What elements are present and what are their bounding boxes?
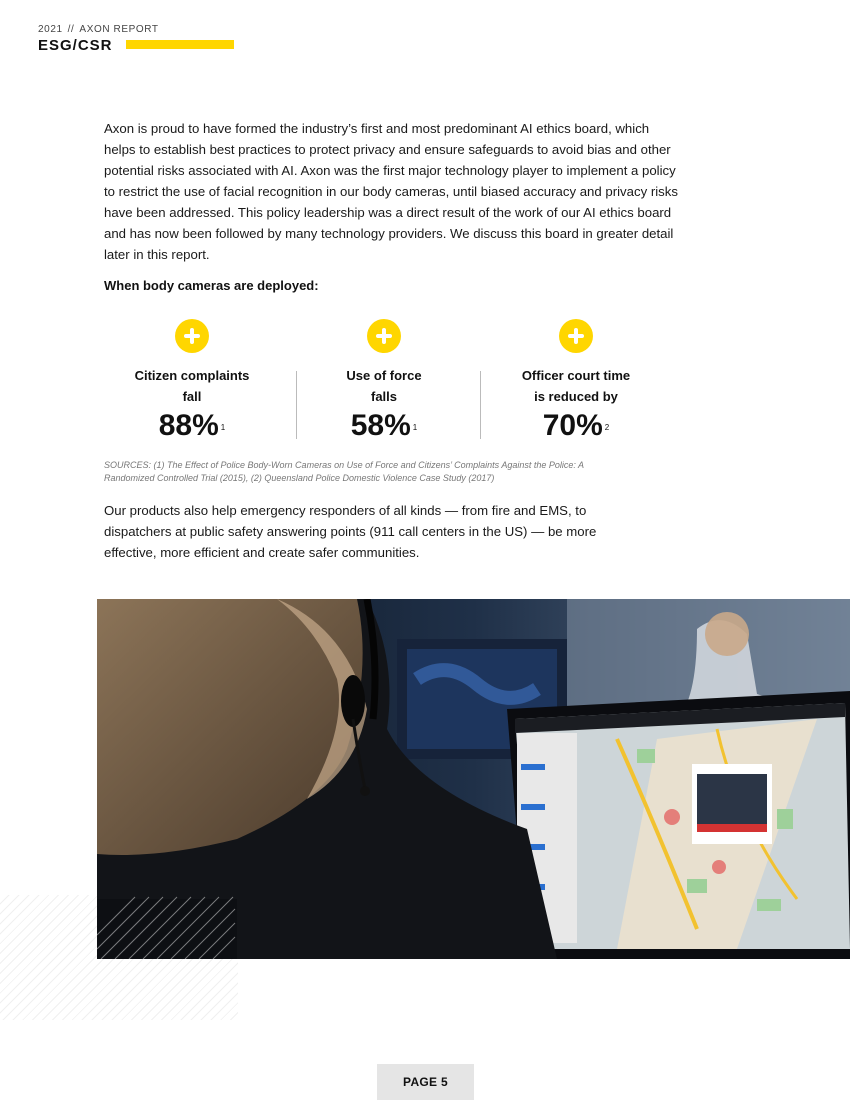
- stat-label: [97, 365, 287, 407]
- stats-heading: When body cameras are deployed:: [104, 278, 319, 293]
- stat-value: [97, 409, 287, 443]
- stat-label-line2: fall: [182, 389, 202, 404]
- intro-paragraph: Axon is proud to have formed the industry’s first and most predominant AI ethics board, which helps to establish best practices to protect privacy and ensure safeguards to avoid bias and other potential risks associated with AI. Axon was the first major technology player to implement a policy to restrict the use of facial recognition in our body cameras, until biased accuracy and privacy risks have been addressed. This policy leadership was a direct result of the work of our AI ethics board and has now been followed by many technology providers. We discuss this board in greater detail later in this report.: [104, 121, 678, 262]
- stat-label-line1: Citizen complaints: [134, 368, 250, 383]
- stat-label-line2: is reduced by: [534, 389, 618, 404]
- header-title: ESG/CSR: [38, 37, 113, 54]
- stat-footnote-ref: 2: [604, 423, 610, 432]
- stat-value: [289, 409, 479, 443]
- header-separator: //: [67, 24, 75, 35]
- stat-value-number: 58%: [350, 409, 411, 442]
- dispatcher-photo: [97, 599, 850, 959]
- stat-label: [481, 365, 671, 407]
- stat-footnote-ref: 1: [220, 423, 226, 432]
- header-year: 2021: [38, 24, 63, 35]
- stat-officer-court-time: [481, 319, 671, 443]
- page-header: [38, 24, 159, 54]
- plus-icon: [175, 319, 209, 353]
- header-accent-bar: [126, 40, 234, 49]
- stat-footnote-ref: 1: [412, 423, 418, 432]
- stat-value-number: 70%: [542, 409, 603, 442]
- stat-use-of-force: [289, 319, 479, 443]
- stat-label-line1: Officer court time: [521, 368, 631, 383]
- plus-icon: [367, 319, 401, 353]
- stat-label: [289, 365, 479, 407]
- stat-value-number: 88%: [158, 409, 219, 442]
- stat-label-line1: Use of force: [346, 368, 422, 383]
- stat-value: [481, 409, 671, 443]
- sources-note: SOURCES: (1) The Effect of Police Body-Worn Cameras on Use of Force and Citizens’ Complaints Against the Police: A Randomized Controlled Trial (2015), (2) Queensland Police Domestic Violence Case Study (2017): [104, 460, 584, 483]
- stat-label-line2: falls: [370, 389, 397, 404]
- stat-citizen-complaints: [97, 319, 287, 443]
- photo-illustration: [97, 599, 850, 959]
- header-report-name: AXON REPORT: [79, 24, 159, 35]
- page-number-badge: PAGE 5: [377, 1064, 474, 1100]
- header-meta: [38, 24, 159, 35]
- body-paragraph: Our products also help emergency responders of all kinds — from fire and EMS, to dispatchers at public safety answering points (911 call centers in the US) — be more effective, more efficient and create safer communities.: [104, 503, 597, 560]
- plus-icon: [559, 319, 593, 353]
